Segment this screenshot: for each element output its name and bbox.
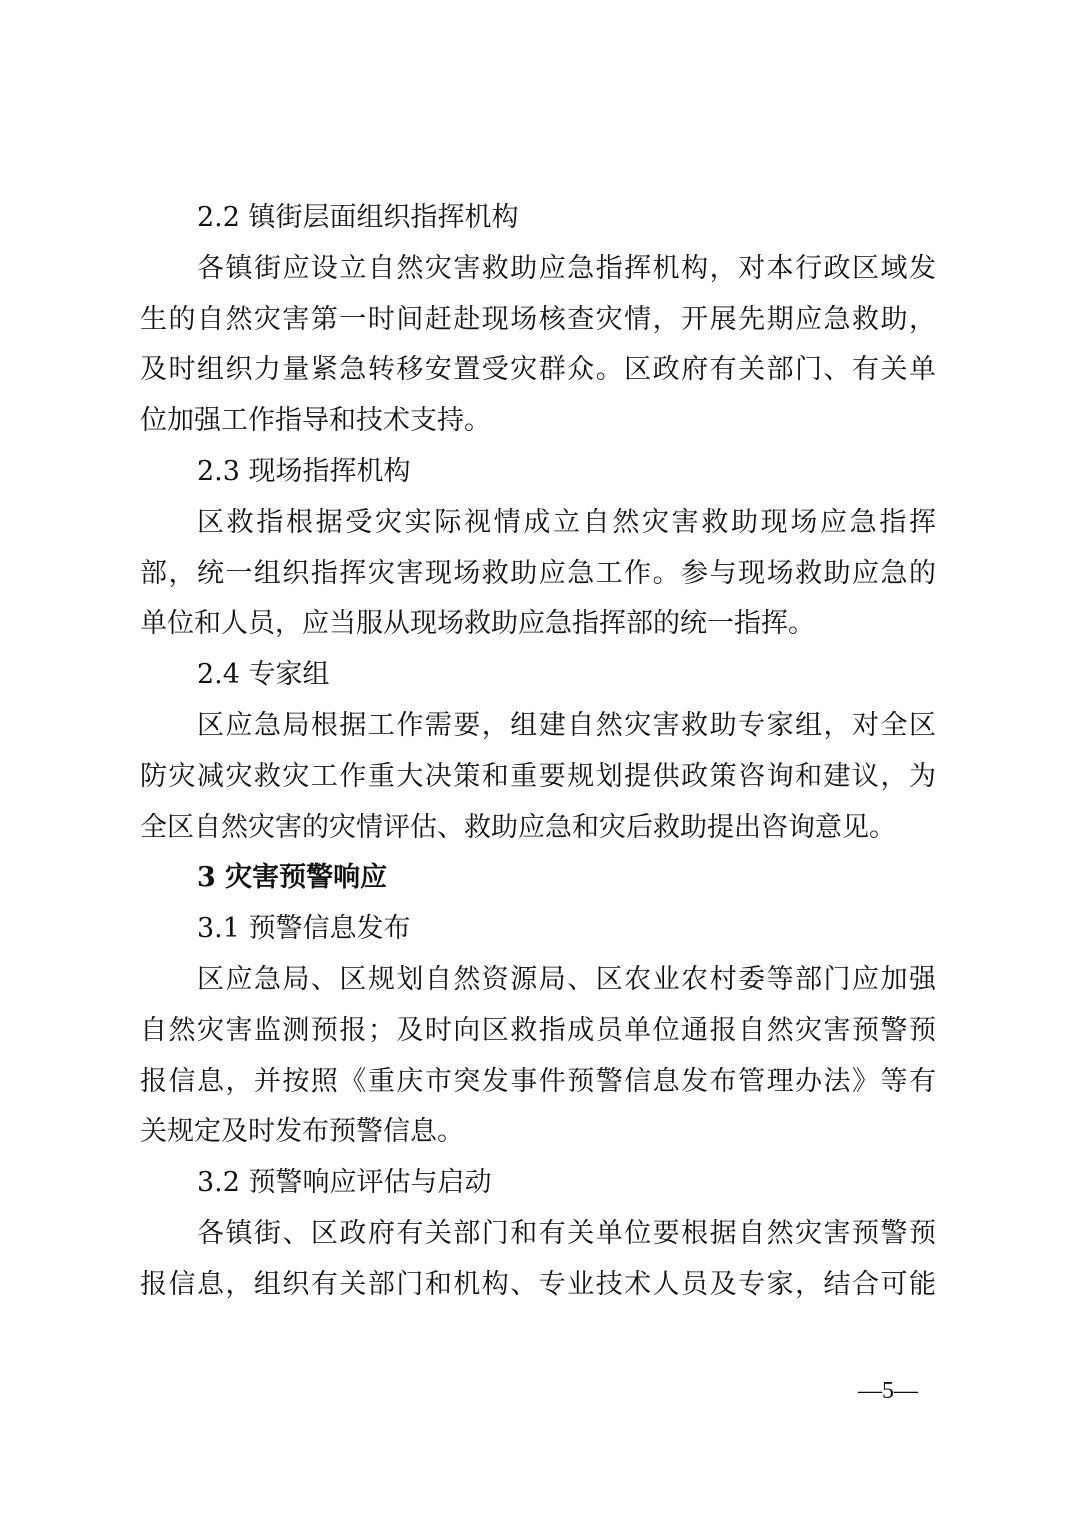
paragraph-line: 全区自然灾害的灾情评估、救助应急和灾后救助提出咨询意见。 <box>140 811 896 843</box>
paragraph-line: 区应急局、区规划自然资源局、区农业农村委等部门应加强 <box>197 963 936 995</box>
paragraph-line: 防灾减灾救灾工作重大决策和重要规划提供政策咨询和建议，为 <box>140 760 936 792</box>
paragraph-line: 部，统一组织指挥灾害现场救助应急工作。参与现场救助应急的 <box>140 557 936 589</box>
paragraph-line: 报信息，组织有关部门和机构、专业技术人员及专家，结合可能 <box>140 1268 936 1300</box>
paragraph-line: 各镇街应设立自然灾害救助应急指挥机构，对本行政区域发 <box>197 252 936 284</box>
heading-text: 3 灾害预警响应 <box>197 862 388 894</box>
section-2-2-heading <box>140 193 936 244</box>
paragraph-line: 自然灾害监测预报；及时向区救指成员单位通报自然灾害预警预 <box>140 1014 936 1046</box>
section-2-2-body <box>140 244 936 447</box>
paragraph-line: 各镇街、区政府有关部门和有关单位要根据自然灾害预警预 <box>197 1217 936 1249</box>
heading-text: 2.2 镇街层面组织指挥机构 <box>197 202 519 233</box>
heading-text: 2.4 专家组 <box>197 659 330 691</box>
paragraph-line: 关规定及时发布预警信息。 <box>140 1116 464 1148</box>
section-2-4-body <box>140 701 936 853</box>
page-number: —5— <box>858 1378 918 1404</box>
paragraph-line: 区救指根据受灾实际视情成立自然灾害救助现场应急指挥 <box>197 506 936 538</box>
paragraph-line: 单位和人员，应当服从现场救助应急指挥部的统一指挥。 <box>140 608 815 640</box>
paragraph-line: 报信息，并按照《重庆市突发事件预警信息发布管理办法》等有 <box>140 1065 936 1097</box>
paragraph-line: 区应急局根据工作需要，组建自然灾害救助专家组，对全区 <box>197 709 936 741</box>
heading-text: 2.3 现场指挥机构 <box>197 455 411 487</box>
heading-text: 3.2 预警响应评估与启动 <box>197 1167 492 1199</box>
section-2-3-heading <box>140 447 936 498</box>
section-3-1-body <box>140 955 936 1158</box>
section-3-2-heading <box>140 1158 936 1209</box>
section-3-1-heading <box>140 904 936 955</box>
document-body <box>140 193 936 1311</box>
paragraph-line: 及时组织力量紧急转移安置受灾群众。区政府有关部门、有关单 <box>140 354 936 386</box>
heading-text: 3.1 预警信息发布 <box>197 913 411 945</box>
paragraph-line: 位加强工作指导和技术支持。 <box>140 405 491 437</box>
paragraph-line: 生的自然灾害第一时间赶赴现场核查灾情，开展先期应急救助， <box>140 303 936 335</box>
section-3-2-body <box>140 1209 936 1311</box>
section-2-4-heading <box>140 650 936 701</box>
section-2-3-body <box>140 498 936 650</box>
section-3-heading <box>140 853 936 904</box>
